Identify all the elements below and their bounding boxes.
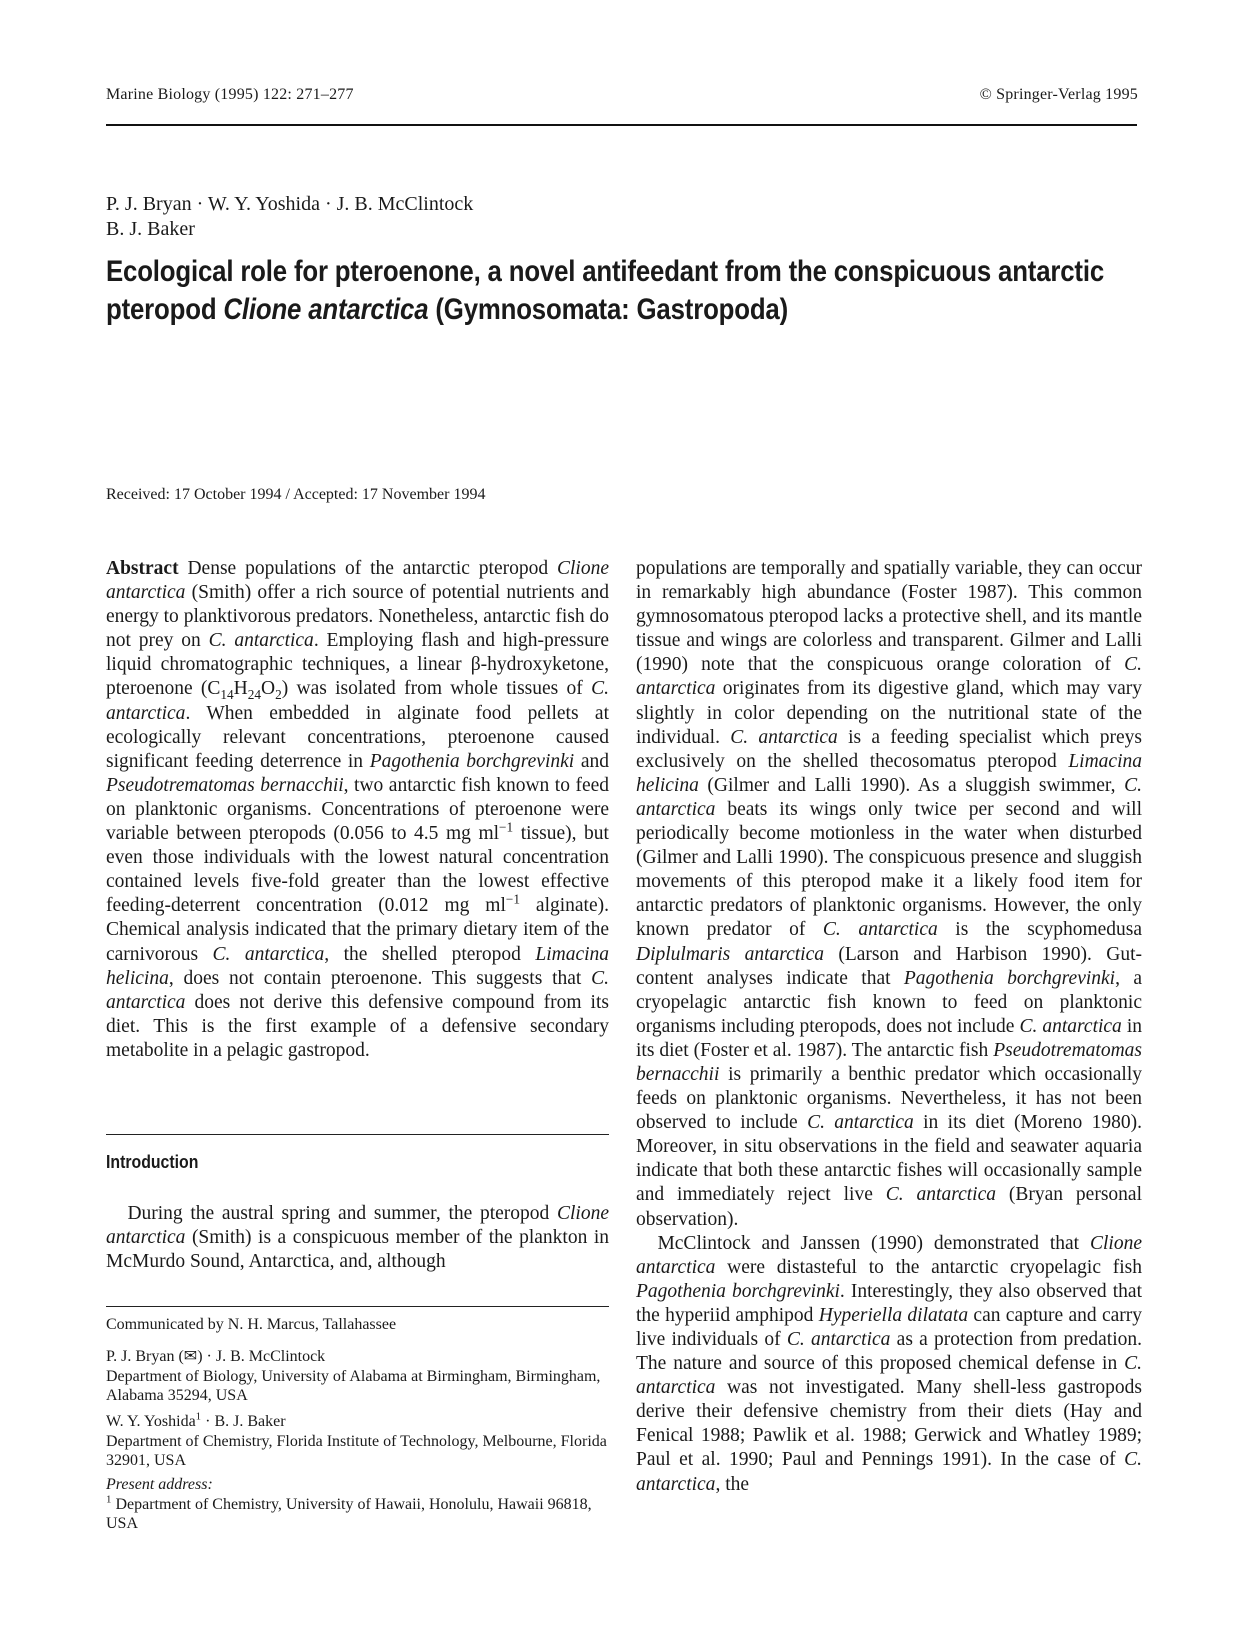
- abstract-text: and: [574, 750, 610, 772]
- footnote-marker: 1: [195, 1410, 202, 1423]
- body-text: was not investigated. Many shell-less gastropods derive their defensive chemistry from their diets (Hay and Fenical 1988; Pawlik et al. 1988; Gerwick and Whatley 1989; Paul et al. 1990; Paul and Pennings 1991). In the case of: [636, 1377, 1142, 1471]
- header-rule: [106, 124, 1137, 126]
- title-part-1: Ecological role for pteroenone, a novel antifeedant from the conspicuous antarctic pteropod: [106, 255, 1105, 326]
- species-name: Pagothenia borchgrevinki: [636, 1280, 840, 1302]
- species-name: C. antarctica: [636, 774, 1142, 820]
- species-name: C. antarctica: [636, 1449, 1142, 1495]
- section-heading-introduction: Introduction: [106, 1152, 199, 1172]
- body-text: is a feeding specialist which preys exclusively on the shelled thecosomatus pteropod: [636, 726, 1142, 772]
- formula-subscript: 24: [247, 687, 262, 703]
- footnote-rule: [106, 1306, 609, 1307]
- author-name: W. Y. Yoshida: [106, 1413, 196, 1430]
- species-name: Clione antarctica: [106, 1203, 609, 1249]
- species-name: Limacina helicina: [106, 943, 610, 989]
- author-line-2: B. J. Baker: [106, 218, 195, 240]
- present-address-text: Department of Chemistry, University of Hawaii, Honolulu, Hawaii 96818, USA: [106, 1495, 592, 1532]
- affiliation-address: Department of Biology, University of Alabama at Birmingham, Birmingham, Alabama 35294, USA: [106, 1367, 601, 1404]
- author-line-1: P. J. Bryan · W. Y. Yoshida · J. B. McClintock: [106, 193, 474, 215]
- body-text: During the austral spring and summer, the pteropod: [127, 1203, 557, 1224]
- abstract-text: ) was isolated from whole tissues of: [281, 678, 592, 700]
- abstract-text: , two antarctic fish known to feed on planktonic organisms. Concentrations of pteroenone were variable between pteropods (0.056 to 4.5 mg ml: [106, 774, 610, 845]
- species-name: Clione antarctica: [636, 1232, 1142, 1278]
- abstract-text: . Employing flash and high-pressure liquid chromatographic techniques, a linear β-hydroxyketone, pteroenone (C: [106, 630, 609, 700]
- species-name: C. antarctica: [208, 630, 314, 652]
- body-text: (Gilmer and Lalli 1990). As a sluggish swimmer,: [698, 774, 1125, 796]
- species-name: C. antarctica: [212, 943, 325, 965]
- body-text: in its diet (Foster et al. 1987). The antarctic fish: [636, 1015, 1143, 1061]
- species-name: C. antarctica: [636, 1353, 1142, 1399]
- body-text: (Bryan personal observation).: [636, 1184, 1142, 1230]
- formula-subscript: 14: [220, 687, 234, 703]
- body-text: is the scyphomedusa: [937, 919, 1143, 941]
- species-name: C. antarctica: [822, 919, 938, 941]
- body-text: originates from its digestive gland, which may vary slightly in color depending on the nutritional state of the individual.: [636, 678, 1142, 748]
- unit-superscript: −1: [499, 819, 514, 835]
- species-name: C. antarctica: [807, 1112, 914, 1134]
- abstract: [106, 557, 609, 1063]
- footnote-present-address: [106, 1475, 609, 1534]
- abstract-text: alginate). Chemical analysis indicated that the primary dietary item of the carnivorous: [106, 895, 609, 965]
- species-name: Pagothenia borchgrevinki: [903, 967, 1116, 989]
- body-text: beats its wings only twice per second and will periodically become motionless in the water when disturbed (Gilmer and Lalli 1990). The conspicuous presence and sluggish movements of this pteropod make it a likely food item for antarctic predators of planktonic organisms. However, the only known predator of: [636, 798, 1142, 941]
- species-name: C. antarctica: [636, 654, 1142, 700]
- abstract-text: tissue), but even those individuals with the lowest natural concentration contained levels five-fold greater than the lowest effective feeding-deterrent concentration (0.012 mg ml: [106, 823, 609, 917]
- body-text: were distasteful to the antarctic cryopelagic fish: [715, 1256, 1142, 1278]
- species-name: C. antarctica: [106, 678, 609, 724]
- abstract-label: Abstract: [106, 558, 179, 579]
- body-text: can capture and carry live individuals of: [636, 1304, 1142, 1350]
- present-address-label: Present address:: [106, 1476, 213, 1493]
- body-text: in its diet (Moreno 1980). Moreover, in situ observations in the field and seawater aquaria indicate that both these antarctic fishes will occasionally sample and immediately reject live: [636, 1112, 1143, 1206]
- author-name: · B. J. Baker: [201, 1413, 286, 1430]
- species-name: Pagothenia borchgrevinki: [369, 750, 575, 772]
- species-name: Limacina helicina: [636, 750, 1142, 796]
- species-name: C. antarctica: [730, 726, 838, 748]
- species-name: Diplulmaris antarctica: [636, 943, 825, 965]
- abstract-text: O: [261, 678, 276, 700]
- body-text: McClintock and Janssen (1990) demonstrated that: [657, 1232, 1090, 1254]
- abstract-text: , the shelled pteropod: [324, 943, 536, 965]
- author-list: [106, 192, 473, 242]
- species-name: Clione antarctica: [106, 558, 609, 604]
- abstract-text: H: [233, 678, 248, 700]
- title-species: Clione antarctica: [223, 293, 429, 326]
- affiliation-names: [106, 1412, 609, 1432]
- section-rule: [106, 1134, 609, 1135]
- footnote-affiliation-1: [106, 1347, 609, 1406]
- paragraph: [636, 557, 1142, 1232]
- title-part-2: (Gymnosomata: Gastropoda): [428, 293, 789, 326]
- footnote-communicated: Communicated by N. H. Marcus, Tallahassee: [106, 1316, 397, 1333]
- received-accepted-dates: Received: 17 October 1994 / Accepted: 17 November 1994: [106, 486, 486, 503]
- species-name: Pseudotrematomas bernacchii: [636, 1039, 1142, 1085]
- paragraph: [636, 1232, 1142, 1497]
- copyright-notice: © Springer-Verlag 1995: [979, 86, 1138, 103]
- body-text: , a cryopelagic antarctic fish known to feed on planktonic organisms including pteropods, does not include: [636, 967, 1143, 1037]
- body-text: (Larson and Harbison 1990). Gut-content analyses indicate that: [636, 943, 1142, 989]
- species-name: Hyperiella dilatata: [818, 1304, 969, 1326]
- footnote-affiliation-2: [106, 1412, 609, 1471]
- body-text: , the: [715, 1473, 750, 1495]
- paper-title: [106, 253, 1138, 329]
- affiliation-address: Department of Chemistry, Florida Institute of Technology, Melbourne, Florida 32901, USA: [106, 1432, 607, 1469]
- species-name: C. antarctica: [885, 1184, 996, 1206]
- introduction-text: [106, 1202, 609, 1274]
- abstract-text: . When embedded in alginate food pellets at ecologically relevant concentrations, pteroenone caused significant feeding deterrence in: [106, 702, 609, 772]
- affiliation-names: P. J. Bryan (✉) · J. B. McClintock: [106, 1348, 326, 1365]
- species-name: C. antarctica: [786, 1329, 891, 1350]
- abstract-text: , does not contain pteroenone. This suggests that: [168, 967, 592, 989]
- body-text: . Interestingly, they also observed that the hyperiid amphipod: [636, 1280, 1142, 1326]
- introduction-continued: [636, 557, 1142, 1497]
- body-text: is primarily a benthic predator which occasionally feeds on planktonic organisms. Nevertheless, it has not been observed to include: [636, 1063, 1142, 1134]
- species-name: C. antarctica: [1019, 1015, 1122, 1037]
- footnote-marker: 1: [106, 1493, 112, 1506]
- abstract-text: does not derive this defensive compound from its diet. This is the first example of a defensive secondary metabolite in a pelagic gastropod.: [106, 991, 609, 1061]
- body-text: populations are temporally and spatially variable, they can occur in remarkably high abundance (Foster 1987). This common gymnosomatous pteropod lacks a protective shell, and its mantle tissue and wings are colorless and transparent. Gilmer and Lalli (1990) note that the conspicuous orange coloration of: [636, 558, 1142, 676]
- body-text: (Smith) is a conspicuous member of the plankton in McMurdo Sound, Antarctica, and, although: [106, 1227, 609, 1273]
- formula-subscript: 2: [275, 687, 282, 703]
- abstract-text: Dense populations of the antarctic pteropod: [178, 558, 557, 579]
- unit-superscript: −1: [505, 891, 520, 907]
- species-name: C. antarctica: [106, 967, 609, 1013]
- abstract-text: (Smith) offer a rich source of potential nutrients and energy to planktivorous predators. Nonetheless, antarctic fish do not prey on: [106, 582, 609, 652]
- body-text: as a protection from predation. The nature and source of this proposed chemical defense in: [636, 1329, 1143, 1375]
- species-name: Pseudotrematomas bernacchii: [106, 774, 344, 796]
- journal-citation: Marine Biology (1995) 122: 271–277: [106, 86, 354, 103]
